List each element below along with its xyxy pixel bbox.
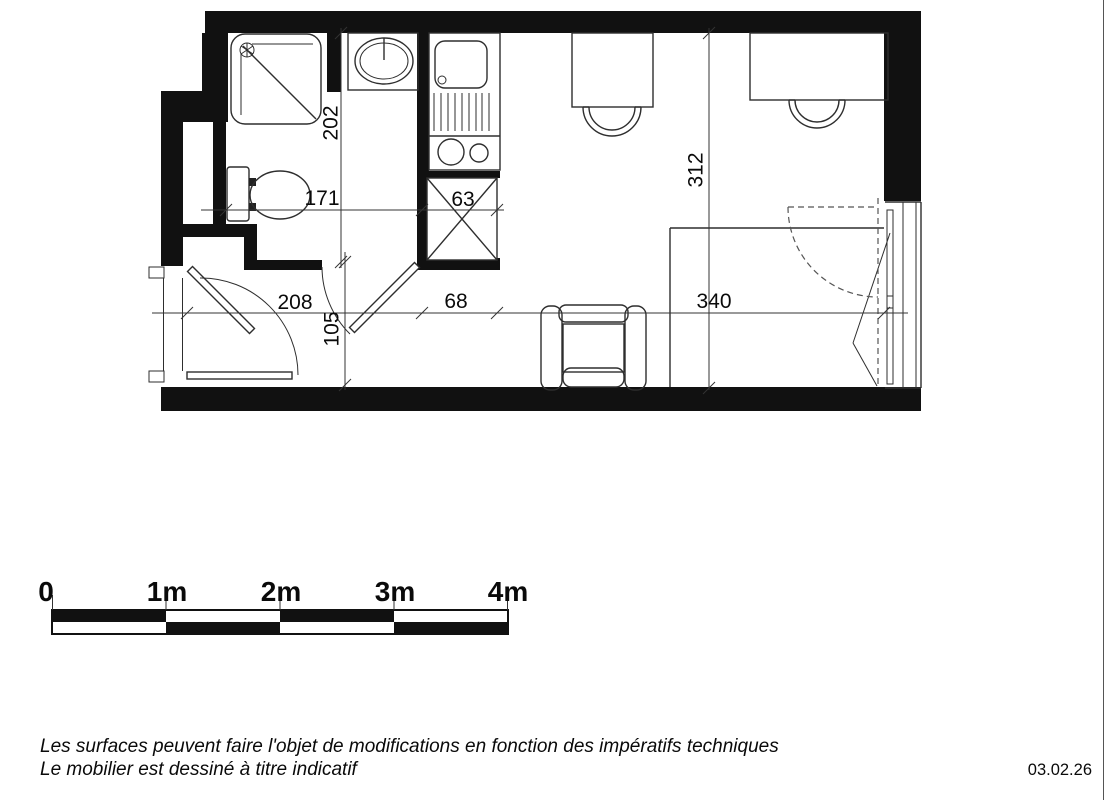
plan-notes [40, 735, 779, 781]
scale-bar [38, 576, 528, 634]
dim-room-width: 340 [696, 290, 732, 313]
dimension-lines [152, 27, 908, 394]
burner-large [438, 139, 464, 165]
armchair [541, 305, 646, 390]
plan-date: 03.02.26 [1027, 761, 1092, 779]
burner-small [470, 144, 488, 162]
kitchenette [429, 33, 500, 170]
scale-label-1m: 1m [146, 576, 188, 607]
right-window [788, 198, 921, 388]
dim-closet-width: 68 [444, 290, 468, 313]
entry-door [187, 267, 298, 380]
toilet [227, 167, 310, 221]
chair-1 [583, 107, 641, 136]
chair-2 [789, 100, 845, 128]
dim-kitchen-unit-width: 63 [451, 188, 475, 211]
dim-bathroom-width: 171 [304, 187, 340, 210]
drainer-lines [434, 93, 489, 131]
dim-room-depth: 312 [684, 152, 708, 188]
shower-drain-icon [240, 43, 254, 57]
page-border [1103, 0, 1104, 800]
dim-bathroom-depth: 202 [319, 105, 343, 141]
scale-label-3m: 3m [374, 576, 416, 607]
scale-label-0: 0 [38, 576, 54, 607]
dim-entry-depth: 105 [320, 311, 344, 347]
washbasin [348, 33, 418, 90]
note-line-2: Le mobilier est dessiné à titre indicatif [40, 759, 357, 780]
scale-label-2m: 2m [260, 576, 302, 607]
desk-1 [572, 33, 653, 107]
scale-label-4m: 4m [487, 576, 529, 607]
desk-2 [750, 33, 888, 100]
note-line-1: Les surfaces peuvent faire l'objet de modifications en fonction des impératifs techniques [40, 736, 779, 757]
entry-partition [149, 267, 183, 382]
shower [231, 34, 321, 124]
dim-entry-width: 208 [277, 291, 313, 314]
dimension-labels [277, 105, 731, 346]
